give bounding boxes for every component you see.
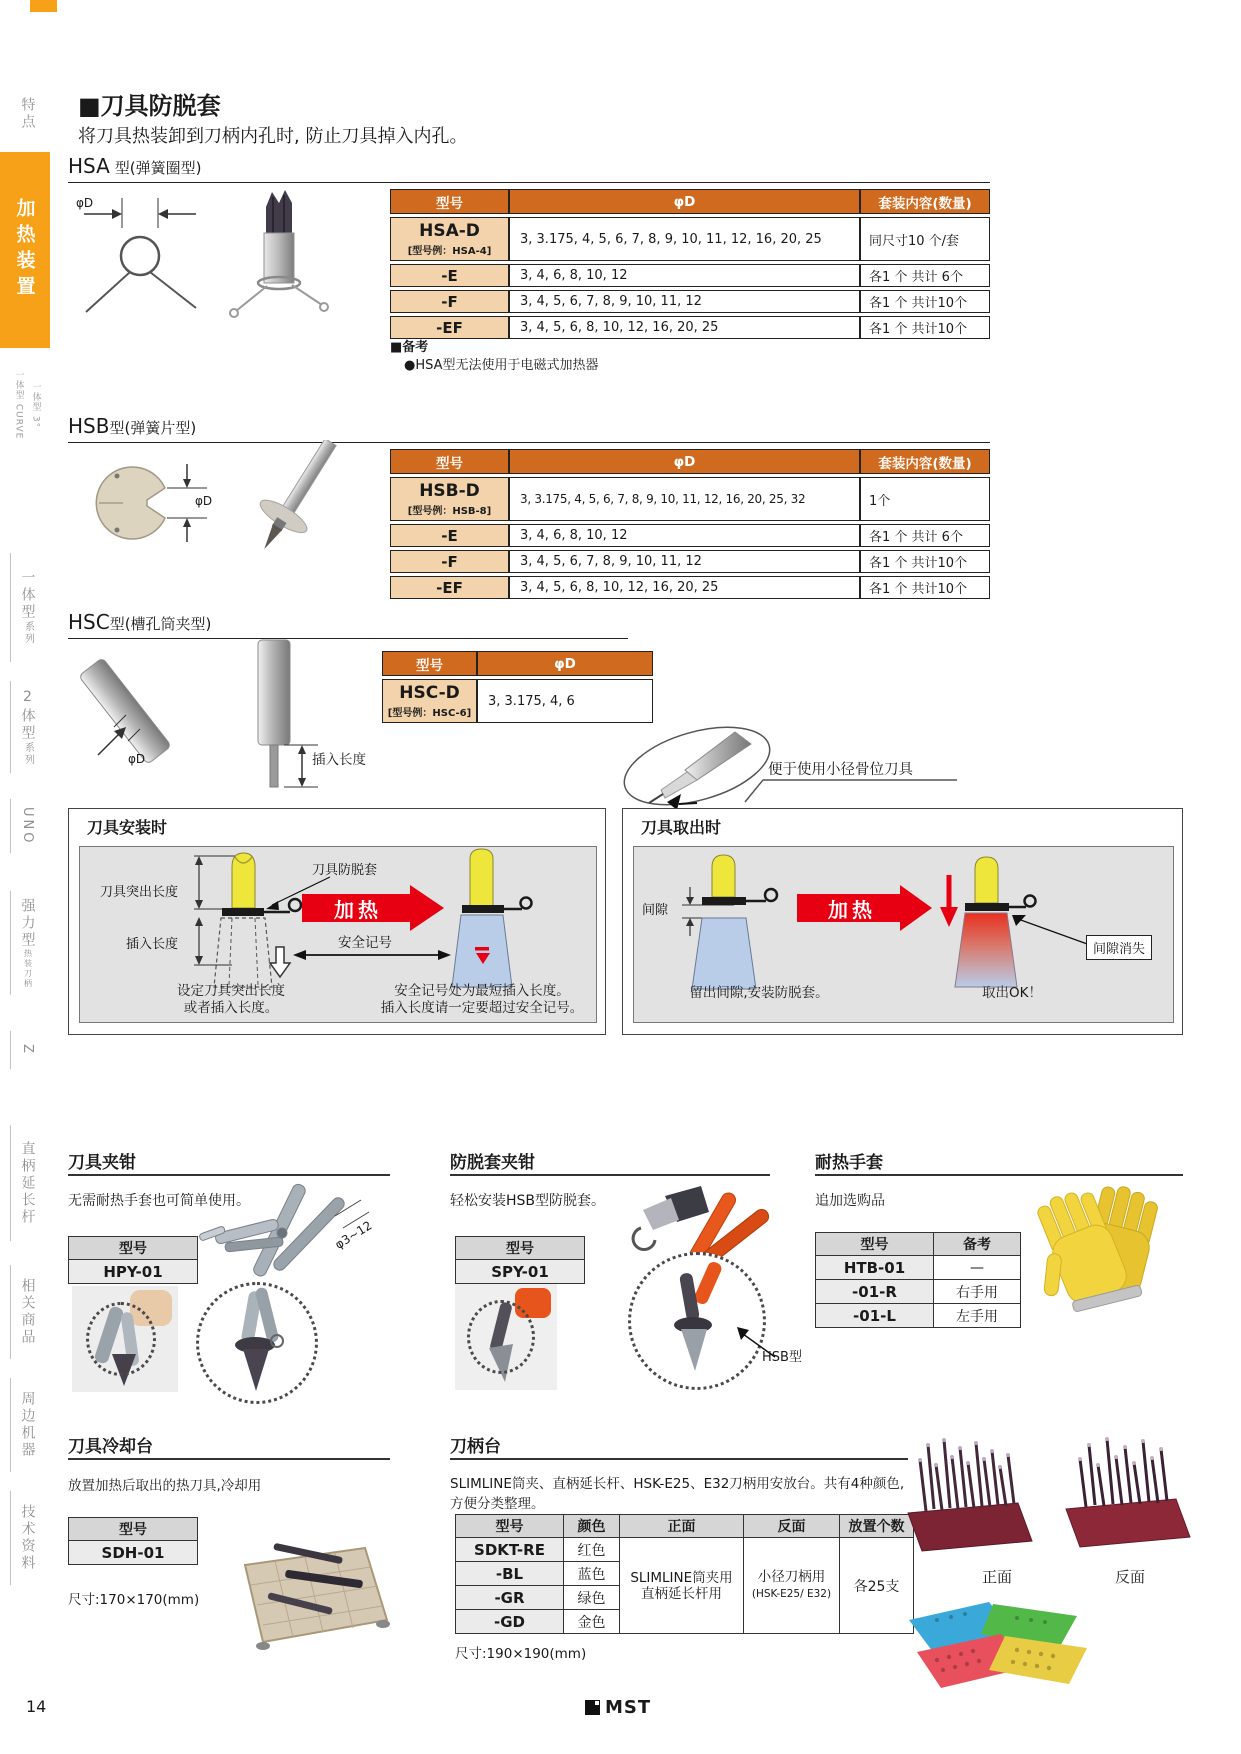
safety-mark-label: 安全记号 xyxy=(338,935,392,951)
hsc-insert-length-label: 插入长度 xyxy=(312,752,366,768)
brand-logo-text: MST xyxy=(605,1697,652,1718)
holder-stand-table xyxy=(455,1514,914,1634)
tool-pliers-table xyxy=(68,1236,198,1284)
holder-stand-desc1: SLIMLINE筒夹、直柄延长杆、HSK-E25、E32刀柄用安放台。共有4种颜色, xyxy=(450,1476,905,1492)
insert-length-label: 插入长度 xyxy=(126,937,179,952)
sidebar-divider xyxy=(10,1265,11,1359)
sidebar-label: 一体型 3° xyxy=(30,381,41,429)
stand-back-label: 反面 xyxy=(1115,1568,1146,1586)
sidebar-divider xyxy=(10,553,11,662)
tool-pliers-desc: 无需耐热手套也可简单使用。 xyxy=(68,1193,250,1209)
install-caption-left: 设定刀具突出长度 或者插入长度。 xyxy=(177,983,285,1016)
table-row: SDKT-RE 红色 SLIMLINE筒夹用 直柄延长杆用 小径刀柄用 (HSK-E25/ E32) 各25支 xyxy=(456,1538,914,1562)
gap-gone-label: 间隙消失 xyxy=(1086,935,1152,960)
colored-plates-photo xyxy=(897,1590,1105,1705)
gloves-photo xyxy=(1020,1165,1192,1337)
table-row: -E 3, 4, 6, 8, 10, 12 各1 个 共计 6个 xyxy=(390,524,990,547)
tool-pliers-zoom-circle xyxy=(196,1282,318,1404)
hsc-heading-type: 型(槽孔筒夹型) xyxy=(109,615,212,633)
table-row: HSC-D [型号例：HSC-6] 3, 3.175, 4, 6 xyxy=(382,679,653,723)
sidebar-label: 相关商品 xyxy=(19,1278,36,1346)
model-cell: SPY-01 xyxy=(456,1260,585,1284)
table-row: -E 3, 4, 6, 8, 10, 12 各1 个 共计 6个 xyxy=(390,264,990,287)
sidebar-divider xyxy=(10,1125,11,1241)
holder-stand-desc2: 方便分类整理。 xyxy=(450,1496,545,1512)
hsb-rule xyxy=(68,442,990,443)
sleeve-pliers-hsb-label: HSB型 xyxy=(762,1350,802,1365)
model-cell: SDH-01 xyxy=(69,1541,198,1565)
sidebar-label: 一体型 CURVE xyxy=(13,370,24,440)
hsa-rule xyxy=(68,182,990,183)
hsb-phi-d-label: φD xyxy=(195,494,213,508)
hsa-heading-model: HSA xyxy=(68,154,110,178)
removal-panel xyxy=(633,846,1174,1023)
front-merged-cell: SLIMLINE筒夹用 直柄延长杆用 xyxy=(620,1538,744,1634)
back-merged-cell: 小径刀柄用 (HSK-E25/ E32) xyxy=(744,1538,840,1634)
install-box xyxy=(68,808,606,1035)
hsa-table-header xyxy=(390,189,990,214)
hsa-note-title: ■备考 xyxy=(390,340,429,355)
sidebar-label: UNO xyxy=(20,806,35,846)
table-row: -01-L 左手用 xyxy=(816,1304,1021,1328)
detail-dotted-circle xyxy=(467,1300,535,1374)
count-merged-cell: 各25支 xyxy=(840,1538,914,1634)
gap-label: 间隙 xyxy=(642,903,669,918)
install-box-title: 刀具安装时 xyxy=(87,818,168,837)
heat-arrow-label: 加热 xyxy=(828,897,876,922)
page-number: 14 xyxy=(26,1697,47,1716)
th-model: 型号 xyxy=(456,1237,585,1260)
table-row: HSB-D [型号例：HSB-8] 3, 3.175, 4, 5, 6, 7, 8, 9, 10, 11, 12, 16, 20, 25, 32 1个 xyxy=(390,477,990,521)
sidebar-item-technical xyxy=(0,1488,55,1588)
hsb-th-model: 型号 xyxy=(390,449,509,474)
hsa-phi-d-label: φD xyxy=(76,196,94,210)
sidebar-item-ittaigata-3 xyxy=(0,352,55,458)
sidebar-item-z xyxy=(0,1028,55,1072)
tool-pliers-dim-label: φ3~12 xyxy=(332,1218,375,1252)
hsb-heading-model: HSB xyxy=(68,414,110,438)
page-title: ■刀具防脱套 xyxy=(78,92,221,120)
stand-back xyxy=(1066,1437,1190,1547)
removal-caption-right: 取出OK！ xyxy=(982,985,1042,1001)
table-row: -01-R 右手用 xyxy=(816,1280,1021,1304)
sidebar-label: 一体型系列 xyxy=(19,570,36,645)
gloves-heading: 耐热手套 xyxy=(815,1153,883,1173)
table-row: HTB-01 — xyxy=(816,1256,1021,1280)
hsa-table xyxy=(390,186,990,342)
table-row: -EF 3, 4, 5, 6, 8, 10, 12, 16, 20, 25 各1 个 共计10个 xyxy=(390,316,990,339)
tool-pliers-heading: 刀具夹钳 xyxy=(68,1153,136,1173)
sidebar-divider xyxy=(10,891,11,995)
sidebar-label: 直柄延长杆 xyxy=(19,1140,36,1226)
sidebar-label-active: 加热装置 xyxy=(13,198,36,302)
sidebar-label: 技术资料 xyxy=(19,1504,36,1572)
sidebar-item-heating-device xyxy=(0,152,50,348)
th-note: 备考 xyxy=(934,1233,1021,1256)
sleeve-pliers-detail-photo xyxy=(455,1284,557,1390)
table-row: -BL 蓝色 xyxy=(456,1562,914,1586)
sleeve-pliers-heading: 防脱套夹钳 xyxy=(450,1153,535,1173)
removal-caption-left: 留出间隙,安装防脱套。 xyxy=(689,985,829,1001)
sidebar-divider xyxy=(10,799,11,853)
hsa-th-content: 套装内容(数量) xyxy=(860,189,990,214)
sidebar-item-features xyxy=(0,84,55,144)
holder-stand-rule xyxy=(450,1458,908,1460)
hsc-th-model: 型号 xyxy=(382,651,477,676)
holder-stand-photos xyxy=(900,1415,1195,1565)
install-caption-right: 安全记号处为最短插入长度。 插入长度请一定要超过安全记号。 xyxy=(380,983,584,1016)
hsc-phi-d-label: φD xyxy=(128,752,146,766)
gloves-desc: 追加选购品 xyxy=(815,1193,885,1209)
table-row: -GD 金色 xyxy=(456,1610,914,1634)
table-row: -EF 3, 4, 5, 6, 8, 10, 12, 16, 20, 25 各1 个 共计10个 xyxy=(390,576,990,599)
sidebar-item-related-goods xyxy=(0,1262,55,1362)
protrusion-length-label: 刀具突出长度 xyxy=(100,885,179,900)
table-row: -GR 绿色 xyxy=(456,1586,914,1610)
sleeve-pliers-table xyxy=(455,1236,585,1284)
detail-dotted-circle xyxy=(86,1302,156,1376)
sidebar-item-ittaigata-series xyxy=(0,550,55,665)
tool-pliers-zoom-art xyxy=(199,1285,315,1401)
hsc-table-header xyxy=(382,651,653,676)
hsa-spring-ring-diagram xyxy=(70,190,230,330)
hsa-heading xyxy=(68,154,202,178)
holder-stand-size: 尺寸:190×190(mm) xyxy=(455,1646,587,1662)
hsa-product-photo xyxy=(222,183,334,328)
table-row: -F 3, 4, 5, 6, 7, 8, 9, 10, 11, 12 各1 个 共计10个 xyxy=(390,550,990,573)
hsb-heading-type: 型(弹簧片型) xyxy=(109,419,197,437)
th-model: 型号 xyxy=(69,1518,198,1541)
cooling-desc: 放置加热后取出的热刀具,冷却用 xyxy=(68,1478,262,1494)
sidebar-label: 特点 xyxy=(19,97,36,131)
brand-logo xyxy=(585,1697,651,1718)
sidebar-label: 2体型系列 xyxy=(19,688,36,766)
th-model: 型号 xyxy=(816,1233,934,1256)
cooling-table xyxy=(68,1517,198,1565)
th-model: 型号 xyxy=(69,1237,198,1260)
hsc-callout-text: 便于使用小径骨位刀具 xyxy=(768,762,913,778)
hsb-product-photo xyxy=(228,440,363,570)
hsc-table xyxy=(382,648,653,726)
hsa-note: ●HSA型无法使用于电磁式加热器 xyxy=(404,358,599,373)
sleeve-pliers-desc: 轻松安装HSB型防脱套。 xyxy=(450,1193,606,1209)
stand-front xyxy=(908,1438,1032,1551)
hsa-heading-type: 型(弹簧圈型) xyxy=(114,159,202,177)
install-panel xyxy=(79,846,597,1023)
table-row: -F 3, 4, 5, 6, 7, 8, 9, 10, 11, 12 各1 个 共计10个 xyxy=(390,290,990,313)
sidebar-item-2taigata-series xyxy=(0,678,55,776)
heat-arrow-label: 加热 xyxy=(334,897,382,922)
sidebar-label: Z xyxy=(20,1044,35,1056)
sidebar-item-kyoryoku xyxy=(0,888,55,998)
hsa-th-phi: φD xyxy=(509,189,860,214)
page-subtitle: 将刀具热装卸到刀柄内孔时, 防止刀具掉入内孔。 xyxy=(78,126,468,147)
sleeve-pliers-zoom-circle xyxy=(628,1252,766,1390)
removal-box xyxy=(622,808,1183,1035)
hsa-th-model: 型号 xyxy=(390,189,509,214)
hsb-table xyxy=(390,446,990,602)
sleeve-pliers-zoom-art xyxy=(631,1255,763,1387)
sidebar-divider xyxy=(10,1031,11,1069)
cooling-rule xyxy=(68,1458,390,1460)
hsb-th-content: 套装内容(数量) xyxy=(860,449,990,474)
brand-logo-icon xyxy=(585,1700,600,1715)
hsb-table-header xyxy=(390,449,990,474)
anti-drop-sleeve-label: 刀具防脱套 xyxy=(312,863,378,878)
sidebar-divider xyxy=(10,1378,11,1472)
holder-stand-heading: 刀柄台 xyxy=(450,1437,501,1457)
cooling-stand-photo xyxy=(215,1520,400,1665)
hsb-th-phi: φD xyxy=(509,449,860,474)
sidebar-item-straight-extension xyxy=(0,1122,55,1244)
holder-stand-header: 型号 颜色 正面 反面 放置个数 xyxy=(456,1515,914,1538)
hsb-heading xyxy=(68,414,196,438)
hsc-th-phi: φD xyxy=(477,651,653,676)
table-row: HSA-D [型号例：HSA-4] 3, 3.175, 4, 5, 6, 7, 8, 9, 10, 11, 12, 16, 20, 25 同尺寸10 个/套 xyxy=(390,217,990,261)
stand-front-label: 正面 xyxy=(982,1568,1013,1586)
removal-box-title: 刀具取出时 xyxy=(641,818,722,837)
tool-pliers-detail-photo xyxy=(72,1286,178,1392)
sidebar-divider xyxy=(10,1491,11,1585)
sidebar-label: 周边机器 xyxy=(19,1391,36,1459)
sidebar-divider xyxy=(10,681,11,773)
sidebar-label: 强力型热装刀柄 xyxy=(19,897,36,989)
tool-pliers-rule xyxy=(68,1174,390,1176)
gloves-table xyxy=(815,1232,1021,1328)
hsc-heading-model: HSC xyxy=(68,610,110,634)
hsc-collet-diagram xyxy=(70,625,410,800)
model-cell: HPY-01 xyxy=(69,1260,198,1284)
cooling-size: 尺寸:170×170(mm) xyxy=(68,1592,200,1608)
cooling-heading: 刀具冷却台 xyxy=(68,1437,153,1457)
sidebar-item-peripheral xyxy=(0,1375,55,1475)
sidebar xyxy=(0,0,55,1754)
sidebar-item-uno xyxy=(0,796,55,856)
